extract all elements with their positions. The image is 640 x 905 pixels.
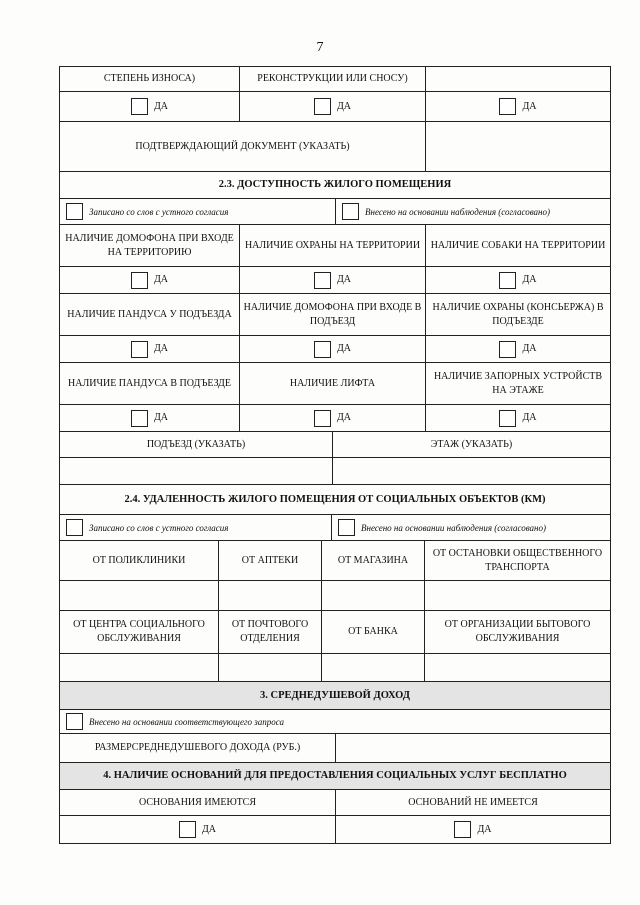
checkbox[interactable] <box>131 98 148 115</box>
checkbox[interactable] <box>499 410 516 427</box>
section-2-3-title: 2.3. ДОСТУПНОСТЬ ЖИЛОГО ПОМЕЩЕНИЯ <box>60 172 611 199</box>
verbal-consent-option[interactable]: Записано со слов с устного согласия <box>60 515 332 541</box>
yes-option[interactable]: ДА <box>60 267 240 294</box>
confirm-doc-field[interactable] <box>426 122 611 172</box>
checkbox[interactable] <box>342 203 359 220</box>
ramp-entrance-label: НАЛИЧИЕ ПАНДУСА У ПОДЪЕЗДА <box>60 294 240 336</box>
request-option[interactable]: Внесено на основании соответствующего запроса <box>60 710 611 734</box>
from-clinic-label: ОТ ПОЛИКЛИНИКИ <box>60 541 219 581</box>
from-social-center-field[interactable] <box>60 654 219 682</box>
income-label: РАЗМЕРСРЕДНЕДУШЕВОГО ДОХОДА (РУБ.) <box>60 734 336 763</box>
confirm-doc-label: ПОДТВЕРЖДАЮЩИЙ ДОКУМЕНТ (УКАЗАТЬ) <box>60 122 426 172</box>
intercom-entrance-label: НАЛИЧИЕ ДОМОФОНА ПРИ ВХОДЕ В ПОДЪЕЗД <box>240 294 426 336</box>
from-transport-stop-label: ОТ ОСТАНОВКИ ОБЩЕСТВЕННОГО ТРАНСПОРТА <box>425 541 611 581</box>
income-field[interactable] <box>336 734 611 763</box>
blank-cell <box>426 67 611 92</box>
from-post-office-label: ОТ ПОЧТОВОГО ОТДЕЛЕНИЯ <box>219 611 322 654</box>
checkbox[interactable] <box>454 821 471 838</box>
yes-option[interactable]: ДА <box>240 267 426 294</box>
reconstruction-label: РЕКОНСТРУКЦИИ ИЛИ СНОСУ) <box>240 67 426 92</box>
checkbox[interactable] <box>131 410 148 427</box>
from-social-center-label: ОТ ЦЕНТРА СОЦИАЛЬНОГО ОБСЛУЖИВАНИЯ <box>60 611 219 654</box>
checkbox[interactable] <box>314 272 331 289</box>
guard-territory-label: НАЛИЧИЕ ОХРАНЫ НА ТЕРРИТОРИИ <box>240 225 426 267</box>
yes-option[interactable]: ДА <box>240 336 426 363</box>
checkbox[interactable] <box>499 272 516 289</box>
yes-option[interactable]: ДА <box>240 405 426 432</box>
yes-option[interactable]: ДА <box>240 92 426 122</box>
from-shop-field[interactable] <box>322 581 425 611</box>
concierge-label: НАЛИЧИЕ ОХРАНЫ (КОНСЬЕРЖА) В ПОДЪЕЗДЕ <box>426 294 611 336</box>
from-bank-field[interactable] <box>322 654 425 682</box>
yes-option[interactable]: ДА <box>60 405 240 432</box>
checkbox[interactable] <box>314 341 331 358</box>
yes-option[interactable]: ДА <box>426 267 611 294</box>
page-number: 7 <box>316 40 324 55</box>
from-clinic-field[interactable] <box>60 581 219 611</box>
from-pharmacy-label: ОТ АПТЕКИ <box>219 541 322 581</box>
section-4-title: 4. НАЛИЧИЕ ОСНОВАНИЙ ДЛЯ ПРЕДОСТАВЛЕНИЯ СОЦИАЛЬНЫХ УСЛУГ БЕСПЛАТНО <box>60 763 611 790</box>
checkbox[interactable] <box>499 341 516 358</box>
from-household-services-field[interactable] <box>425 654 611 682</box>
checkbox[interactable] <box>131 341 148 358</box>
checkbox[interactable] <box>314 410 331 427</box>
section-2-4-title: 2.4. УДАЛЕННОСТЬ ЖИЛОГО ПОМЕЩЕНИЯ ОТ СОЦИАЛЬНЫХ ОБЪЕКТОВ (КМ) <box>60 485 611 515</box>
from-shop-label: ОТ МАГАЗИНА <box>322 541 425 581</box>
verbal-consent-option[interactable]: Записано со слов с устного согласия <box>60 199 336 225</box>
yes-option[interactable]: ДА <box>60 816 336 844</box>
elevator-label: НАЛИЧИЕ ЛИФТА <box>240 363 426 405</box>
from-post-office-field[interactable] <box>219 654 322 682</box>
yes-option[interactable]: ДА <box>60 336 240 363</box>
checkbox[interactable] <box>499 98 516 115</box>
checkbox[interactable] <box>179 821 196 838</box>
intercom-territory-label: НАЛИЧИЕ ДОМОФОНА ПРИ ВХОДЕ НА ТЕРРИТОРИЮ <box>60 225 240 267</box>
floor-field[interactable] <box>333 458 611 485</box>
observed-option[interactable]: Внесено на основании наблюдения (согласовано) <box>336 199 611 225</box>
form-table <box>59 66 611 844</box>
locking-devices-label: НАЛИЧИЕ ЗАПОРНЫХ УСТРОЙСТВ НА ЭТАЖЕ <box>426 363 611 405</box>
entrance-field[interactable] <box>60 458 333 485</box>
yes-option[interactable]: ДА <box>60 92 240 122</box>
from-household-services-label: ОТ ОРГАНИЗАЦИИ БЫТОВОГО ОБСЛУЖИВАНИЯ <box>425 611 611 654</box>
checkbox[interactable] <box>66 713 83 730</box>
yes-option[interactable]: ДА <box>426 336 611 363</box>
floor-label: ЭТАЖ (УКАЗАТЬ) <box>333 432 611 458</box>
checkbox[interactable] <box>66 203 83 220</box>
checkbox[interactable] <box>314 98 331 115</box>
from-transport-stop-field[interactable] <box>425 581 611 611</box>
wear-degree-label: СТЕПЕНЬ ИЗНОСА) <box>60 67 240 92</box>
checkbox[interactable] <box>131 272 148 289</box>
ramp-inside-label: НАЛИЧИЕ ПАНДУСА В ПОДЪЕЗДЕ <box>60 363 240 405</box>
yes-option[interactable]: ДА <box>426 405 611 432</box>
dog-territory-label: НАЛИЧИЕ СОБАКИ НА ТЕРРИТОРИИ <box>426 225 611 267</box>
checkbox[interactable] <box>338 519 355 536</box>
section-3-title: 3. СРЕДНЕДУШЕВОЙ ДОХОД <box>60 682 611 710</box>
yes-option[interactable]: ДА <box>426 92 611 122</box>
yes-option[interactable]: ДА <box>336 816 611 844</box>
observed-option[interactable]: Внесено на основании наблюдения (согласовано) <box>332 515 611 541</box>
no-grounds-label: ОСНОВАНИЙ НЕ ИМЕЕТСЯ <box>336 790 611 816</box>
checkbox[interactable] <box>66 519 83 536</box>
grounds-exist-label: ОСНОВАНИЯ ИМЕЮТСЯ <box>60 790 336 816</box>
from-pharmacy-field[interactable] <box>219 581 322 611</box>
from-bank-label: ОТ БАНКА <box>322 611 425 654</box>
entrance-label: ПОДЪЕЗД (УКАЗАТЬ) <box>60 432 333 458</box>
